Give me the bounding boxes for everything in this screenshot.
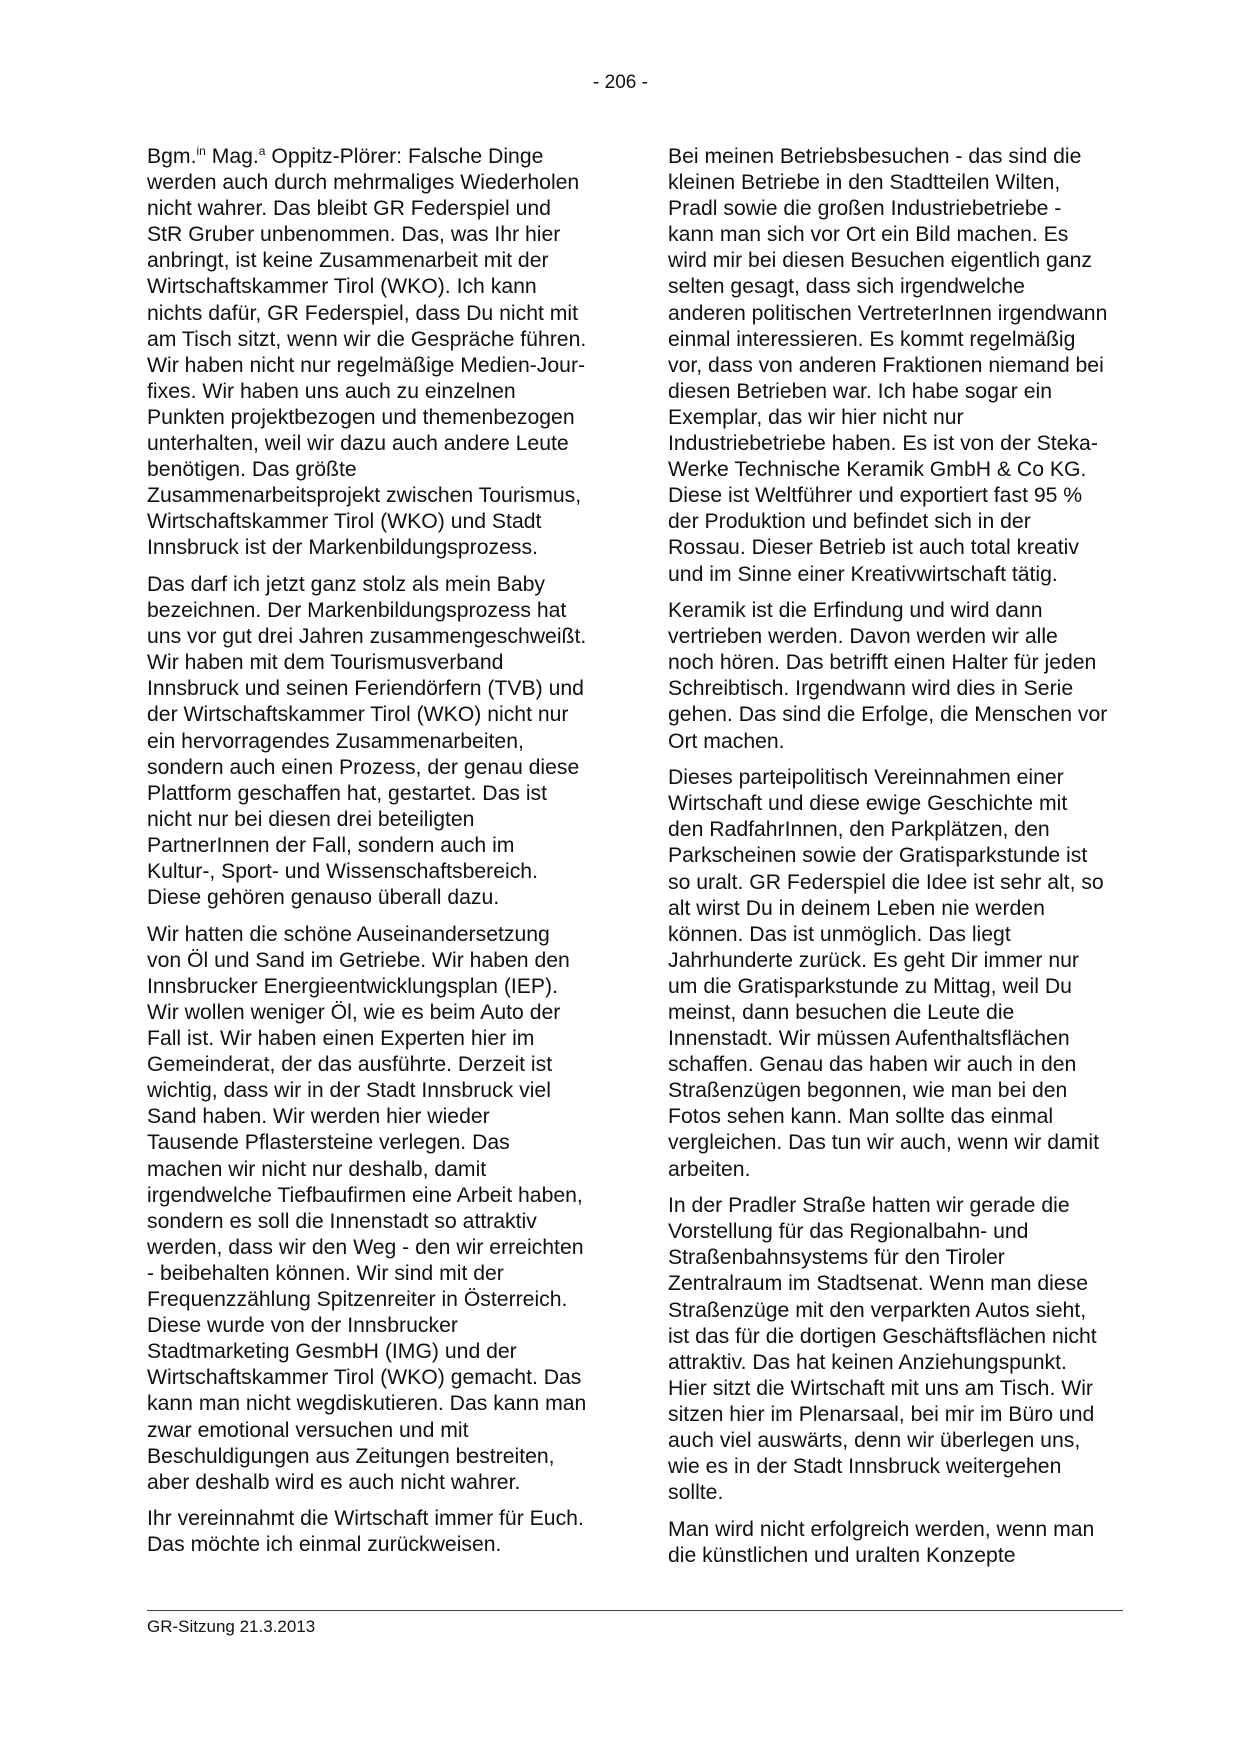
speaker-surname: Oppitz-Plörer: — [271, 145, 403, 168]
paragraph: Keramik ist die Erfindung und wird dann vertrieben werden. Davon werden wir alle noch hören. Das betrifft einen Halter für jeden Schreibtisch. Irgendwann wird dies in Serie gehen. Das sind die Erfolge, die Menschen vor Ort machen. — [668, 599, 1108, 753]
speaker-prefix-sup: in — [196, 143, 206, 158]
speaker-name — [147, 145, 402, 168]
paragraph: Das darf ich jetzt ganz stolz als mein Baby bezeichnen. Der Markenbildungsprozess hat uns vor gut drei Jahren zusammengeschweißt. Wir haben mit dem Tourismusverband Innsbruck und seinen Feriendörfern (TVB) und der Wirtschaftskammer Tirol (WKO) nicht nur ein hervorragendes Zusammenarbeiten, sondern auch einen Prozess, der genau diese Plattform geschaffen hat, gestartet. Das ist nicht nur bei diesen drei beteiligten PartnerInnen der Fall, sondern auch im Kultur-, Sport- und Wissenschaftsbereich. Diese gehören genauso überall dazu. — [147, 573, 587, 910]
paragraph-text: Falsche Dinge werden auch durch mehrmaliges Wiederholen nicht wahrer. Das bleibt GR Federspiel und StR Gruber unbenommen. Das, was Ihr hier anbringt, ist keine Zusammenarbeit mit der Wirtschaftskammer Tirol (WKO). Ich kann nichts dafür, GR Federspiel, dass Du nicht mit am Tisch sitzt, wenn wir die Gespräche führen. Wir haben nicht nur regelmäßige Medien-Jour-fixes. Wir haben uns auch zu einzelnen Punkten projektbezogen und themenbezogen unterhalten, weil wir dazu auch andere Leute benötigen. Das größte Zusammenarbeitsprojekt zwischen Tourismus, Wirtschaftskammer Tirol (WKO) und Stadt Innsbruck ist der Markenbildungsprozess. — [147, 145, 587, 560]
paragraph: Ihr vereinnahmt die Wirtschaft immer für Euch. Das möchte ich einmal zurückweisen. — [147, 1507, 584, 1557]
page-number: - 206 - — [593, 72, 648, 93]
speaker-title: Mag. — [211, 145, 259, 168]
paragraph: In der Pradler Straße hatten wir gerade die Vorstellung für das Regionalbahn- und Straßenbahnsystems für den Tiroler Zentralraum im Stadtsenat. Wenn man diese Straßenzüge mit den verparkten Autos sieht, ist das für die dortigen Geschäftsflächen nicht attraktiv. Das hat keinen Anziehungspunkt. Hier sitzt die Wirtschaft mit uns am Tisch. Wir sitzen hier im Plenarsaal, bei mir im Büro und auch viel auswärts, denn wir überlegen uns, wie es in der Stadt Innsbruck weitergehen sollte. — [668, 1194, 1097, 1505]
paragraph: Wir hatten die schöne Auseinandersetzung von Öl und Sand im Getriebe. Wir haben den Innsbrucker Energieentwicklungsplan (IEP). Wir wollen weniger Öl, wie es beim Auto der Fall ist. Wir haben einen Experten hier im Gemeinderat, der das ausführte. Derzeit ist wichtig, dass wir in der Stadt Innsbruck viel Sand haben. Wir werden hier wieder Tausende Pflastersteine verlegen. Das machen wir nicht nur deshalb, damit irgendwelche Tiefbaufirmen eine Arbeit haben, sondern es soll die Innenstadt so attraktiv werden, dass wir den Weg - den wir erreichten - beibehalten können. Wir sind mit der Frequenzzählung Spitzenreiter in Österreich. Diese wurde von der Innsbrucker Stadtmarketing GesmbH (IMG) und der Wirtschaftskammer Tirol (WKO) gemacht. Das kann man nicht wegdiskutieren. Das kann man zwar emotional versuchen und mit Beschuldigungen aus Zeitungen bestreiten, aber deshalb wird es auch nicht wahrer. — [147, 922, 587, 1494]
footer-divider — [147, 1610, 1123, 1611]
footer-session-date: GR-Sitzung 21.3.2013 — [147, 1617, 316, 1636]
paragraph: Bei meinen Betriebsbesuchen - das sind die kleinen Betriebe in den Stadtteilen Wilten, Pradl sowie die großen Industriebetriebe - kann man sich vor Ort ein Bild machen. Es wird mir bei diesen Besuchen eigentlich ganz selten gesagt, dass sich irgendwelche anderen politischen VertreterInnen irgendwann einmal interessieren. Es kommt regelmäßig vor, dass von anderen Fraktionen niemand bei diesen Betrieben war. Ich habe sogar ein Exemplar, das wir hier nicht nur Industriebetriebe haben. Es ist von der Steka-Werke Technische Keramik GmbH & Co KG. Diese ist Weltführer und exportiert fast 95 % der Produktion und befindet sich in der Rossau. Dieser Betrieb ist auch total kreativ und im Sinne einer Kreativwirtschaft tätig. — [668, 145, 1108, 586]
paragraph: Dieses parteipolitisch Vereinnahmen einer Wirtschaft und diese ewige Geschichte mit den RadfahrInnen, den Parkplätzen, den Parkscheinen sowie der Gratisparkstunde ist so uralt. GR Federspiel die Idee ist sehr alt, so alt wirst Du in deinem Leben nie werden können. Das ist unmöglich. Das liegt Jahrhunderte zurück. Es geht Dir immer nur um die Gratisparkstunde zu Mittag, weil Du meinst, dann besuchen die Leute die Innenstadt. Wir müssen Aufenthaltsflächen schaffen. Genau das haben wir auch in den Straßenzügen begonnen, wie man bei den Fotos sehen kann. Man sollte das einmal vergleichen. Das tun wir auch, wenn wir damit arbeiten. — [668, 766, 1104, 1181]
speaker-title-sup: a — [258, 143, 266, 158]
left-column — [147, 144, 587, 1569]
speaker-prefix: Bgm. — [147, 145, 197, 168]
paragraph — [147, 144, 587, 562]
paragraph: Man wird nicht erfolgreich werden, wenn man die künstlichen und uralten Konzepte — [668, 1517, 1095, 1567]
right-column — [668, 144, 1108, 1579]
